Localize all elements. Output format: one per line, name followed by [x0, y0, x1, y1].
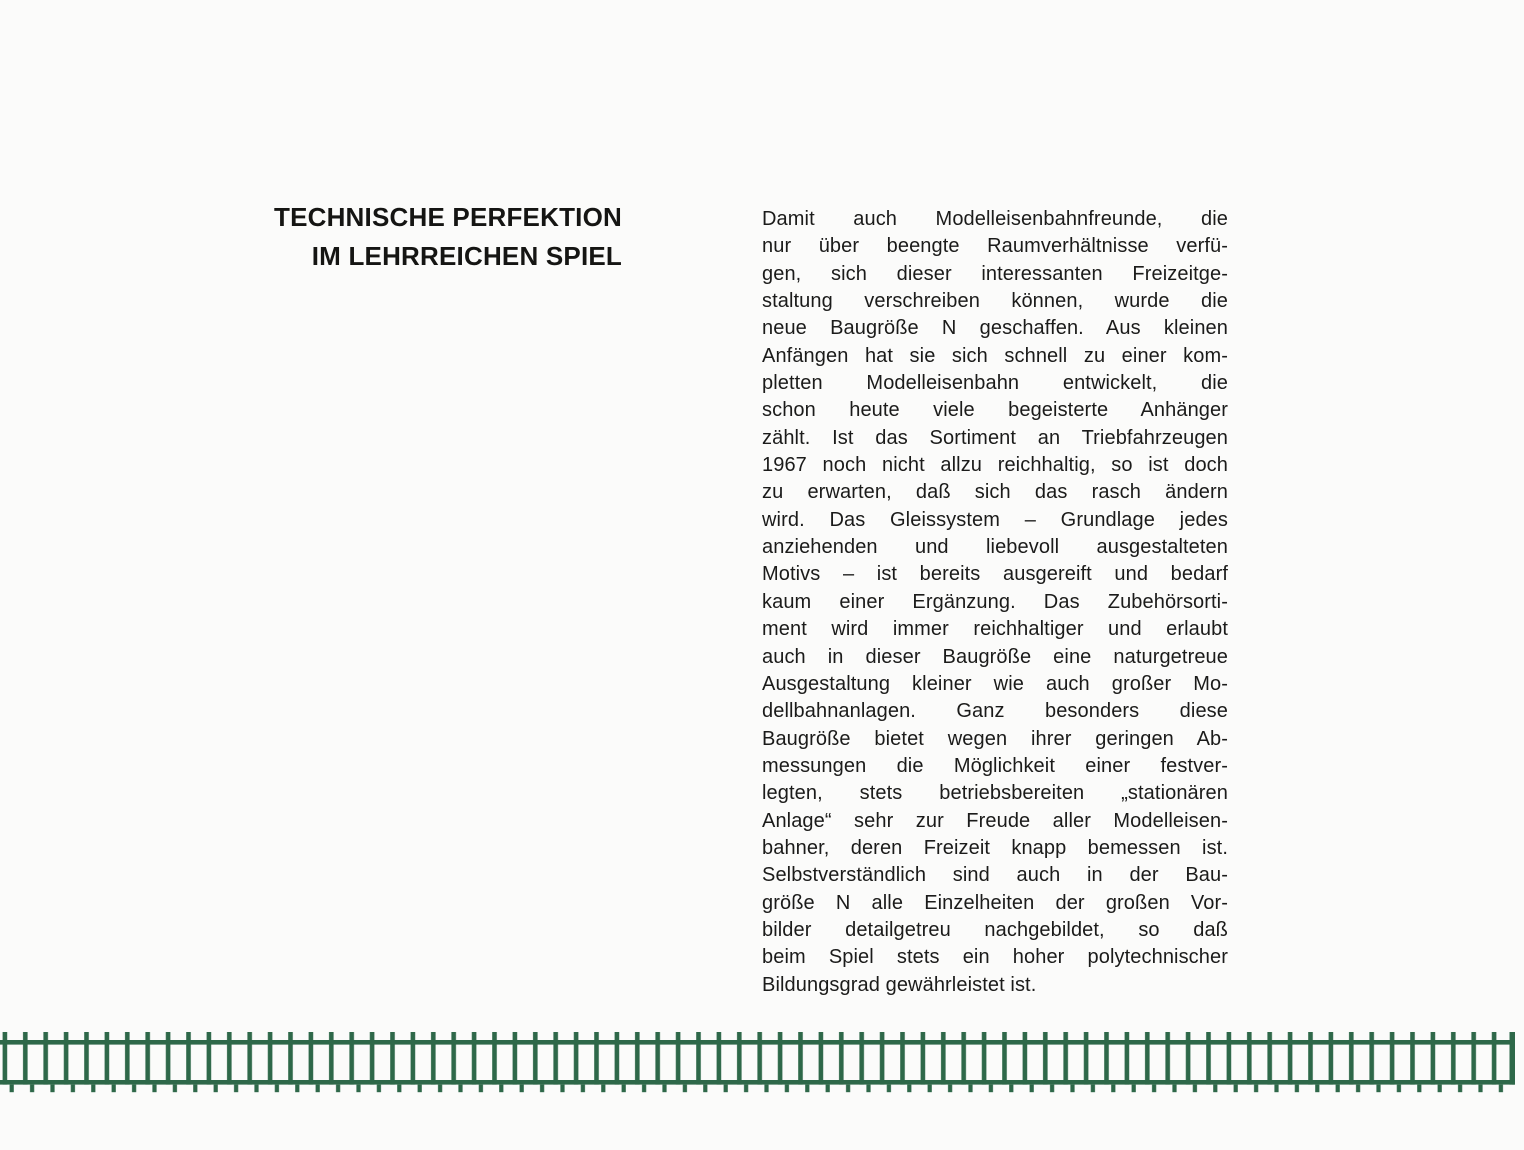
body-text-line: auch in dieser Baugröße eine naturgetreue: [762, 645, 1228, 668]
body-text-line: gen, sich dieser interessanten Freizeitge-: [762, 262, 1228, 285]
page-title-line-1: TECHNISCHE PERFEKTION: [273, 202, 622, 232]
body-text-line: Motivs – ist bereits ausgereift und bedarf: [762, 563, 1228, 586]
body-text-line: anziehenden und liebevoll ausgestalteten: [762, 536, 1228, 559]
body-text-line: ment wird immer reichhaltiger und erlaubt: [762, 618, 1228, 641]
body-text-line: messungen die Möglichkeit einer festver-: [762, 754, 1228, 777]
body-text-line: beim Spiel stets ein hoher polytechnischer: [762, 946, 1228, 969]
body-text-line: bahner, deren Freizeit knapp bemessen ist.: [762, 836, 1228, 859]
body-text-line: zu erwarten, daß sich das rasch ändern: [762, 481, 1228, 504]
body-text-line: schon heute viele begeisterte Anhänger: [762, 399, 1228, 422]
body-text-line: dellbahnanlagen. Ganz besonders diese: [762, 700, 1228, 723]
body-text-line: Bildungsgrad gewährleistet ist.: [762, 973, 1037, 996]
body-text-line: kaum einer Ergänzung. Das Zubehörsorti-: [762, 590, 1228, 613]
body-text-line: 1967 noch nicht allzu reichhaltig, so ist doch: [762, 454, 1228, 477]
body-text-line: Damit auch Modelleisenbahnfreunde, die: [762, 208, 1228, 230]
body-text-line: zählt. Ist das Sortiment an Triebfahrzeugen: [762, 426, 1228, 449]
body-text-line: legten, stets betriebsbereiten „stationären: [762, 782, 1228, 805]
body-text-line: staltung verschreiben können, wurde die: [762, 290, 1228, 313]
body-text-line: nur über beengte Raumverhältnisse verfü-: [762, 235, 1228, 258]
body-text-line: Anlage“ sehr zur Freude aller Modelleisen-: [762, 809, 1228, 832]
body-text-line: neue Baugröße N geschaffen. Aus kleinen: [762, 317, 1228, 340]
railway-track-border: [0, 1031, 1515, 1093]
page-title: [150, 198, 622, 276]
body-text-line: Baugröße bietet wegen ihrer geringen Ab-: [762, 727, 1228, 750]
body-text-line: Ausgestaltung kleiner wie auch großer Mo-: [762, 672, 1228, 695]
body-text-line: Selbstverständlich sind auch in der Bau-: [762, 864, 1228, 887]
body-text-line: bilder detailgetreu nachgebildet, so daß: [762, 918, 1228, 941]
body-text-line: Anfängen hat sie sich schnell zu einer kom-: [762, 344, 1228, 367]
body-text-line: größe N alle Einzelheiten der großen Vor-: [762, 891, 1228, 914]
body-text-line: wird. Das Gleissystem – Grundlage jedes: [762, 508, 1228, 531]
body-text: [762, 206, 1228, 999]
page-title-line-2: IM LEHRREICHEN SPIEL: [311, 241, 622, 271]
body-text-line: pletten Modelleisenbahn entwickelt, die: [762, 372, 1228, 395]
railway-track-icon: [0, 1031, 1515, 1093]
